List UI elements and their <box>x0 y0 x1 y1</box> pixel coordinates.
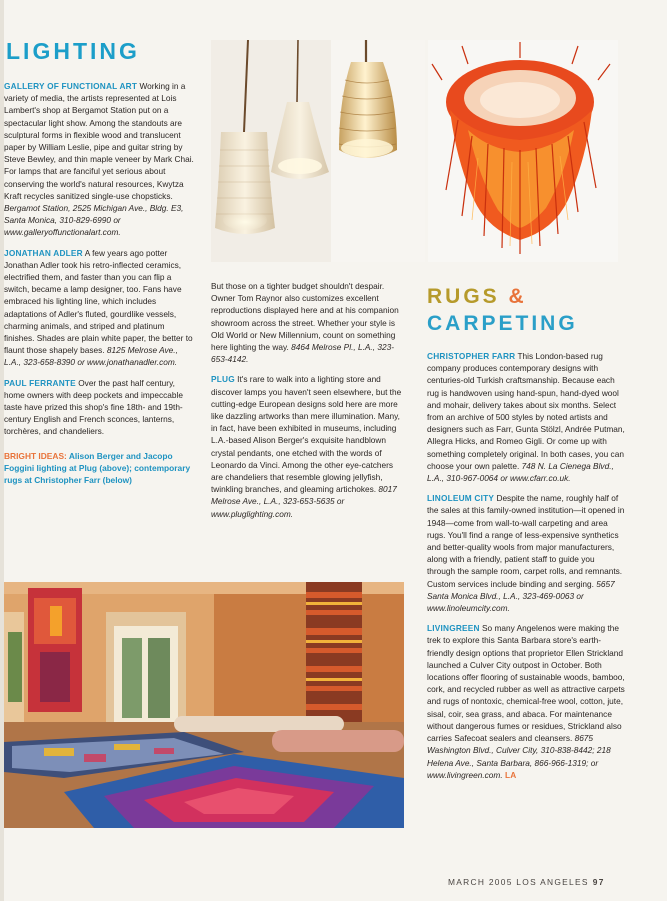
entry-body: Over the past half century, home owners with deep pockets and impeccable taste have prized this shop's fine 18th- and 19th-century English and French sconces, lanterns, torchères, and chandeliers. <box>4 377 183 437</box>
entry-lead: PLUG <box>211 374 235 385</box>
entry-paul-ferrante-continued <box>211 280 407 365</box>
chandelier-illustration <box>428 40 618 262</box>
entry-body: So many Angelenos were making the trek to explore this Santa Barbara store's earth-friendly design options that proprietor Ellen Strickland launched a Culver City outpost in October. Both locations offer flooring of sustainable woods, bamboo, cork, and recycled rubber as well as attractive carpets and rugs of nontoxic, chemical-free wool, cotton, jute, sisal, coir, sea grass, and abaca. For maintenance without dangerous fumes or residues, Strickland also carries Safecoat sealers and cleansers. <box>427 623 625 744</box>
entry-lead: CHRISTOPHER FARR <box>427 351 516 361</box>
entry-body: But those on a tighter budget shouldn't despair. Owner Tom Raynor also customizes excellent reproductions displayed here and at his companion showroom across the street. Whether your style is Old World or New Millennium, count on something here lighting the way. <box>211 281 399 353</box>
lighting-section-title: LIGHTING <box>6 38 140 64</box>
entry-address: 8017 Melrose Ave., L.A., 323-653-5635 or www.pluglighting.com. <box>211 484 397 519</box>
entry-address: 5657 Santa Monica Blvd., L.A., 323-469-0063 or www.linoleumcity.com. <box>427 578 615 614</box>
rugs-title-line2: CARPETING <box>427 312 578 335</box>
footer-issue: MARCH 2005 LOS ANGELES <box>448 877 589 887</box>
entry-address: 8675 Washington Blvd., Culver City, 310-838-8442; 218 Helena Ave., Santa Barbara, 866-966-1319; or www.livingreen.com. <box>427 733 611 780</box>
entry-lead: PAUL FERRANTE <box>4 377 76 388</box>
page-number: 97 <box>592 877 605 887</box>
rugs-title-ampersand: & <box>508 285 527 308</box>
entry-livingreen <box>427 622 625 781</box>
entry-body: Despite the name, roughly half of the sales at this family-owned institution—it opened in 1948—come from wall-to-wall carpeting and area rugs. You'll find a range of less-expensive synthetics and better-quality wools from major manufacturers, along with a friendly, patient staff to guide you through the sample room, carpet rolls, and remnants. Custom services include binding and serging. <box>427 493 625 589</box>
middle-text-column <box>211 280 407 528</box>
entry-address: 8125 Melrose Ave., L.A., 323-658-8390 or www.jonathanadler.com. <box>4 345 178 368</box>
rugs-title-line1: RUGS <box>427 285 500 308</box>
entry-plug <box>211 373 407 519</box>
page-footer <box>448 877 605 887</box>
entry-body: This London-based rug company produces contemporary designs with centuries-old Turkish craftsmanship. Because each rug is handwoven using hand-spun, hand-dyed wool and mohair, delivery takes about six months. Select from an archive of 500 styles by noted artists and designers such as Farr, Gunta Stölzl, Andrée Putman, Allegra Hicks, and Romeo Gigli. Or come up with something completely original. In both cases, you can choose your own palette. <box>427 351 625 471</box>
rug-showroom-photo <box>4 582 404 828</box>
entry-lead: LIVINGREEN <box>427 623 480 634</box>
entry-lead: GALLERY OF FUNCTIONAL ART <box>4 81 138 91</box>
entry-body: A few years ago potter Jonathan Adler took his retro-inflected ceramics, electrified them, and faster than you can flip a switch, became a lamp designer, too. Fans have embraced his lighting line, which includes adaptations of Adler's fluted, gourdlike vessels, charming animals, and striped and platinum finishes. Shades are plain white paper, the better to flaunt those shapely bases. <box>4 247 193 356</box>
entry-lead: JONATHAN ADLER <box>4 247 83 258</box>
entry-lead: LINOLEUM CITY <box>427 493 495 504</box>
photo-caption <box>4 450 194 486</box>
entry-address: 8464 Melrose Pl., L.A., 323-653-4142. <box>211 342 394 365</box>
entry-jonathan-adler <box>4 247 194 369</box>
rugs-section-title <box>427 283 578 337</box>
end-mark: LA <box>504 769 517 780</box>
caption-label: BRIGHT IDEAS: <box>4 450 67 461</box>
pendant-lamps-illustration <box>211 40 425 262</box>
chopstick-chandelier-photo <box>428 40 618 262</box>
entry-linoleum-city <box>427 492 625 614</box>
entry-paul-ferrante <box>4 377 194 438</box>
caption-text: Alison Berger and Jacopo Foggini lighting at Plug (above); contemporary rugs at Christopher Farr (below) <box>4 450 191 485</box>
right-text-column <box>427 350 625 789</box>
left-text-column <box>4 80 194 494</box>
entry-body: Working in a variety of media, the artists represented at Lois Lambert's shop at Bergamot Station put on a spectacular light show. Among the standouts are sculptural forms in flexible wood and translucent paper by William Leslie, pipe and guitar string by Steve Bewley, and thin maple veneer by Mark Chai. For lamps that are fanciful yet serious about conserving the world's natural resources, Kwytza Kraft recycles sanitized single-use chopsticks. <box>4 81 194 201</box>
entry-address: 748 N. La Cienega Blvd., L.A., 310-967-0064 or www.cfarr.co.uk. <box>427 460 614 484</box>
pendant-lamps-photo <box>211 40 425 262</box>
entry-gallery-of-functional-art <box>4 80 194 239</box>
entry-christopher-farr <box>427 350 625 484</box>
showroom-illustration <box>4 582 404 828</box>
entry-address: Bergamot Station, 2525 Michigan Ave., Bldg. E3, Santa Monica, 310-829-6990 or www.galleryoffunctionalart.com. <box>4 203 184 238</box>
entry-body: It's rare to walk into a lighting store and discover lamps you haven't seen elsewhere, but the cutting-edge European designs sold here are more like dazzling artworks than mere illumination. Many, in fact, have been exhibited in museums, including L.A.-based Alison Berger's exquisite handblown crystal pendants, one etched with the words of Leonardo da Vinci. Among the other eye-catchers are chandeliers that resemble glowing jellyfish, twinkling branches, and gleaming artichokes. <box>211 374 402 495</box>
